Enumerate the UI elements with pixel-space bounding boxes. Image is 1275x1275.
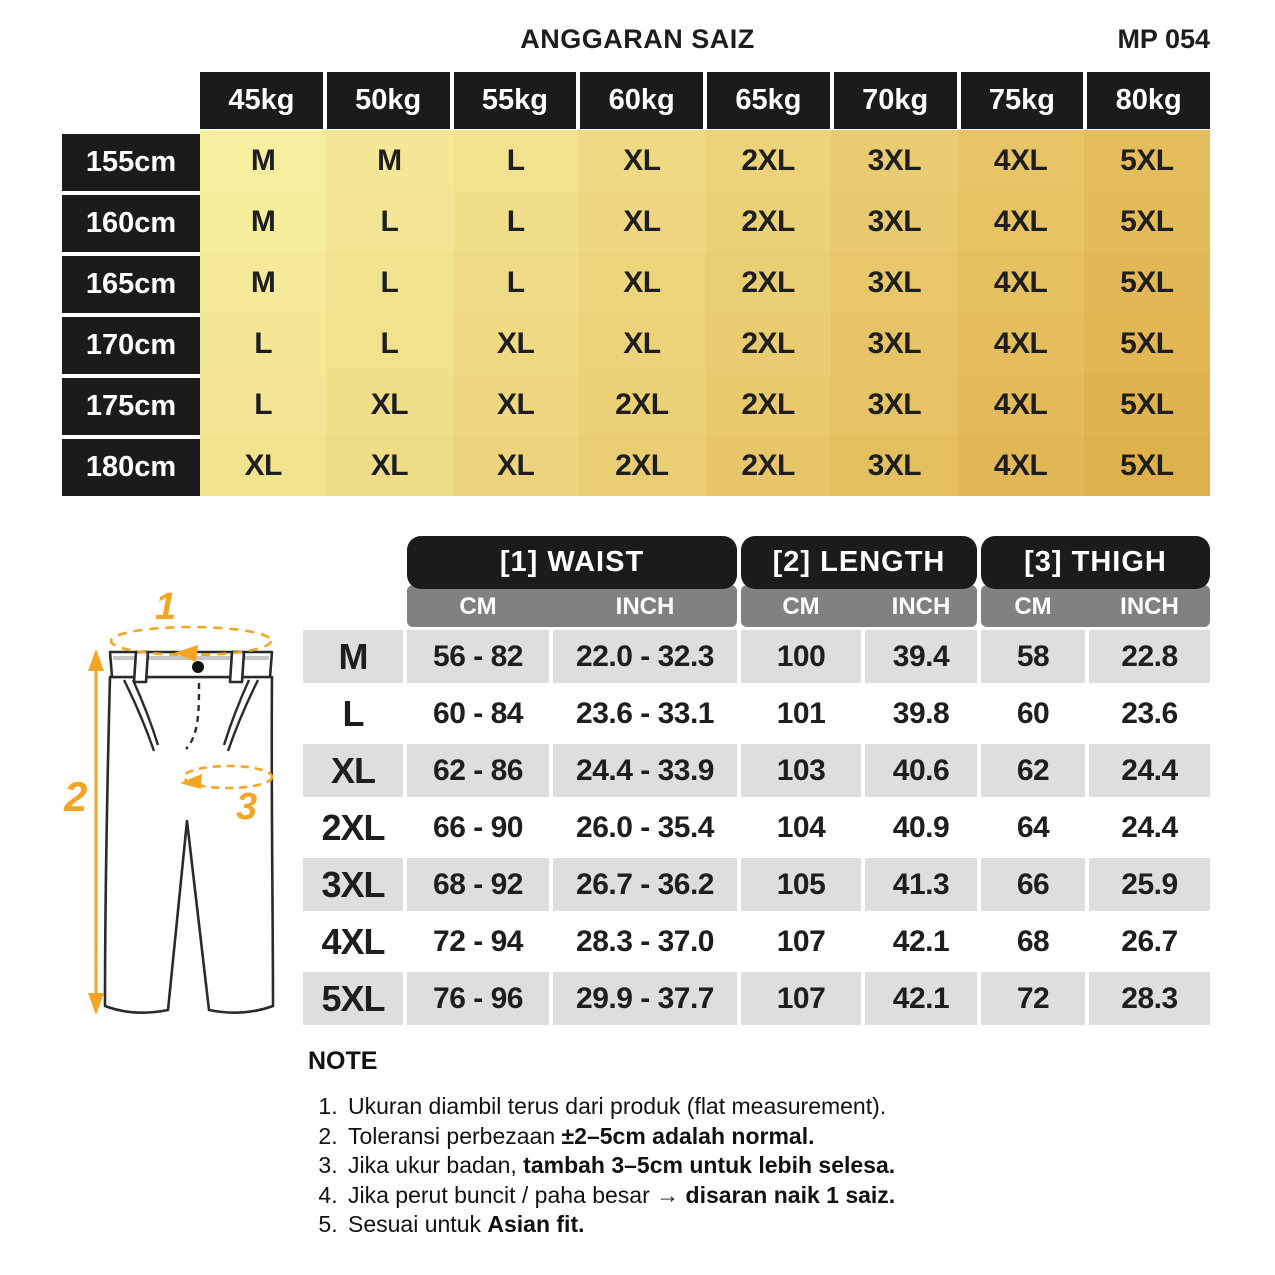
size-cell: XL xyxy=(579,191,705,252)
row-value-length_cm: 107 xyxy=(741,972,861,1025)
weight-header-cell: 65kg xyxy=(707,72,830,129)
table-row xyxy=(303,630,1210,683)
size-cell: 5XL xyxy=(1084,374,1210,435)
size-cell: 5XL xyxy=(1084,130,1210,191)
size-cell: 4XL xyxy=(958,130,1084,191)
row-size-label: 5XL xyxy=(303,972,403,1025)
row-value-thigh_inch: 25.9 xyxy=(1089,858,1210,911)
row-value-length_inch: 40.6 xyxy=(865,744,977,797)
weight-header-row xyxy=(200,72,1210,129)
waist-subheader xyxy=(407,585,737,627)
size-cell: M xyxy=(200,252,326,313)
size-cell: 2XL xyxy=(705,252,831,313)
row-value-length_inch: 39.4 xyxy=(865,630,977,683)
length-arrow-bottom-icon xyxy=(88,993,104,1015)
row-value-length_inch: 42.1 xyxy=(865,972,977,1025)
weight-header-cell: 75kg xyxy=(961,72,1084,129)
row-value-thigh_cm: 64 xyxy=(1016,810,1050,844)
row-value-waist_inch: 29.9 - 37.7 xyxy=(553,972,737,1025)
table-row xyxy=(303,858,1210,911)
waist-cm-label: CM xyxy=(459,593,497,620)
weight-header-cell: 50kg xyxy=(327,72,450,129)
height-label: 170cm xyxy=(62,317,200,374)
row-size-label: L xyxy=(342,692,364,734)
measure-label-2: 2 xyxy=(64,773,88,820)
size-cell: 3XL xyxy=(831,313,957,374)
weight-header-cell: 70kg xyxy=(834,72,957,129)
length-group-header: [2] LENGTH xyxy=(741,536,977,589)
size-cell: XL xyxy=(326,435,452,496)
pants-measurement-diagram xyxy=(60,583,300,1043)
note-text: Asian fit. xyxy=(487,1211,585,1237)
size-cell: 4XL xyxy=(958,374,1084,435)
size-cell: XL xyxy=(453,374,579,435)
note-item xyxy=(344,1092,1138,1122)
row-value-waist_cm: 56 - 82 xyxy=(407,630,549,683)
table-row xyxy=(303,744,1210,797)
size-cell: M xyxy=(326,130,452,191)
length-arrow-top-icon xyxy=(88,649,104,671)
length-cm-label: CM xyxy=(782,593,820,620)
row-size-label: XL xyxy=(303,744,403,797)
length-inch-label: INCH xyxy=(891,593,951,620)
size-cell: 5XL xyxy=(1084,435,1210,496)
size-cell: 3XL xyxy=(831,191,957,252)
size-cell: L xyxy=(326,252,452,313)
row-value-length_cm: 103 xyxy=(741,744,861,797)
size-cell: 3XL xyxy=(831,435,957,496)
size-cell: 3XL xyxy=(831,252,957,313)
note-item xyxy=(344,1151,1138,1181)
notes-section xyxy=(308,1047,1138,1240)
thigh-inch-label: INCH xyxy=(1120,593,1179,620)
row-value-thigh_cm: 62 xyxy=(981,744,1085,797)
row-value-waist_cm: 60 - 84 xyxy=(433,696,523,730)
product-code: MP 054 xyxy=(1117,24,1210,54)
row-value-thigh_cm: 66 xyxy=(981,858,1085,911)
note-text: disaran naik 1 saiz. xyxy=(685,1181,896,1208)
row-value-thigh_cm: 58 xyxy=(981,630,1085,683)
table-row xyxy=(303,801,1210,854)
measure-label-1: 1 xyxy=(155,586,177,628)
size-cell: 4XL xyxy=(958,252,1084,313)
row-value-waist_cm: 68 - 92 xyxy=(407,858,549,911)
row-value-length_cm: 105 xyxy=(741,858,861,911)
row-value-length_cm: 107 xyxy=(776,924,826,958)
row-size-label: 3XL xyxy=(303,858,403,911)
row-value-length_cm: 100 xyxy=(741,630,861,683)
table-row xyxy=(303,972,1210,1025)
size-cell: XL xyxy=(579,252,705,313)
thigh-subheader xyxy=(981,585,1210,627)
size-cell: M xyxy=(200,191,326,252)
row-size-label: 4XL xyxy=(321,920,385,962)
table-row xyxy=(303,687,1210,740)
measurement-table xyxy=(303,630,1210,1029)
size-cell: 2XL xyxy=(705,435,831,496)
note-text: tambah 3–5cm untuk lebih selesa. xyxy=(523,1152,896,1178)
row-value-thigh_inch: 22.8 xyxy=(1089,630,1210,683)
size-cell: L xyxy=(453,252,579,313)
weight-header-cell: 55kg xyxy=(454,72,577,129)
size-cell: 2XL xyxy=(579,435,705,496)
waist-inch-label: INCH xyxy=(615,593,675,620)
row-value-length_cm: 104 xyxy=(776,810,826,844)
row-value-waist_cm: 72 - 94 xyxy=(433,924,523,958)
table-row xyxy=(303,915,1210,968)
size-cell: 4XL xyxy=(958,191,1084,252)
notes-list xyxy=(308,1092,1138,1240)
row-value-waist_cm: 66 - 90 xyxy=(433,810,523,844)
size-cell: XL xyxy=(200,435,326,496)
page-title: ANGGARAN SAIZ xyxy=(520,24,755,54)
height-label: 160cm xyxy=(62,195,200,252)
row-value-length_cm: 101 xyxy=(776,696,826,730)
size-cell: 5XL xyxy=(1084,252,1210,313)
row-value-waist_inch: 26.7 - 36.2 xyxy=(553,858,737,911)
note-text: ±2–5cm adalah normal. xyxy=(561,1122,815,1149)
note-text: Jika ukur badan, xyxy=(348,1152,524,1178)
size-cell: XL xyxy=(453,313,579,374)
size-cell: L xyxy=(326,191,452,252)
size-cell: M xyxy=(200,130,326,191)
size-cell: 2XL xyxy=(579,374,705,435)
size-cell: L xyxy=(453,130,579,191)
size-cell: L xyxy=(200,313,326,374)
height-label: 180cm xyxy=(62,439,200,496)
note-text: Ukuran diambil terus dari produk (flat measurement). xyxy=(348,1093,887,1119)
note-item xyxy=(344,1210,1138,1240)
thigh-cm-label: CM xyxy=(1014,593,1052,620)
size-cell: 4XL xyxy=(958,313,1084,374)
row-value-waist_inch: 26.0 - 35.4 xyxy=(576,810,714,844)
row-value-waist_cm: 76 - 96 xyxy=(407,972,549,1025)
button-dot xyxy=(192,661,204,673)
size-cell: XL xyxy=(579,313,705,374)
row-value-thigh_cm: 68 xyxy=(1016,924,1050,958)
waist-group-header: [1] WAIST xyxy=(407,536,737,589)
row-value-waist_cm: 62 - 86 xyxy=(407,744,549,797)
row-value-thigh_inch: 24.4 xyxy=(1089,744,1210,797)
row-value-waist_inch: 28.3 - 37.0 xyxy=(576,924,714,958)
size-cell: 2XL xyxy=(705,130,831,191)
row-value-length_inch: 41.3 xyxy=(865,858,977,911)
row-value-waist_inch: 23.6 - 33.1 xyxy=(576,696,714,730)
note-item xyxy=(344,1181,1138,1211)
height-label: 165cm xyxy=(62,256,200,313)
size-cell: XL xyxy=(579,130,705,191)
note-text: Toleransi perbezaan xyxy=(348,1122,562,1149)
weight-header-cell: 60kg xyxy=(580,72,703,129)
height-label-column xyxy=(62,134,200,500)
size-cell: 5XL xyxy=(1084,191,1210,252)
size-cell: 2XL xyxy=(705,191,831,252)
size-cell: XL xyxy=(326,374,452,435)
size-cell: 2XL xyxy=(705,313,831,374)
row-value-thigh_inch: 24.4 xyxy=(1121,810,1178,844)
row-value-thigh_inch: 26.7 xyxy=(1121,924,1178,958)
measure-label-3: 3 xyxy=(236,786,258,828)
row-value-length_inch: 39.8 xyxy=(892,696,950,730)
size-cell: L xyxy=(326,313,452,374)
size-cell: L xyxy=(453,191,579,252)
row-value-thigh_cm: 60 xyxy=(1016,696,1050,730)
size-cell: 2XL xyxy=(705,374,831,435)
row-value-length_inch: 42.1 xyxy=(892,924,950,958)
length-subheader xyxy=(741,585,977,627)
size-matrix-grid xyxy=(200,130,1210,496)
row-value-thigh_cm: 72 xyxy=(981,972,1085,1025)
note-item xyxy=(344,1122,1138,1152)
size-cell: XL xyxy=(453,435,579,496)
size-cell: L xyxy=(200,374,326,435)
row-value-length_inch: 40.9 xyxy=(892,810,950,844)
row-size-label: 2XL xyxy=(321,806,385,848)
note-text: Sesuai untuk xyxy=(348,1211,488,1237)
row-value-waist_inch: 22.0 - 32.3 xyxy=(553,630,737,683)
notes-heading: NOTE xyxy=(308,1047,378,1075)
size-cell: 5XL xyxy=(1084,313,1210,374)
row-value-thigh_inch: 28.3 xyxy=(1089,972,1210,1025)
height-label: 155cm xyxy=(62,134,200,191)
size-cell: 3XL xyxy=(831,374,957,435)
weight-header-cell: 45kg xyxy=(200,72,323,129)
thigh-group-header: [3] THIGH xyxy=(981,536,1210,589)
pants-illustration xyxy=(105,652,273,1013)
row-size-label: M xyxy=(303,630,403,683)
height-label: 175cm xyxy=(62,378,200,435)
row-value-thigh_inch: 23.6 xyxy=(1121,696,1178,730)
row-value-waist_inch: 24.4 - 33.9 xyxy=(553,744,737,797)
weight-header-cell: 80kg xyxy=(1087,72,1210,129)
size-cell: 3XL xyxy=(831,130,957,191)
size-cell: 4XL xyxy=(958,435,1084,496)
note-text: Jika perut buncit / paha besar → xyxy=(348,1181,686,1208)
